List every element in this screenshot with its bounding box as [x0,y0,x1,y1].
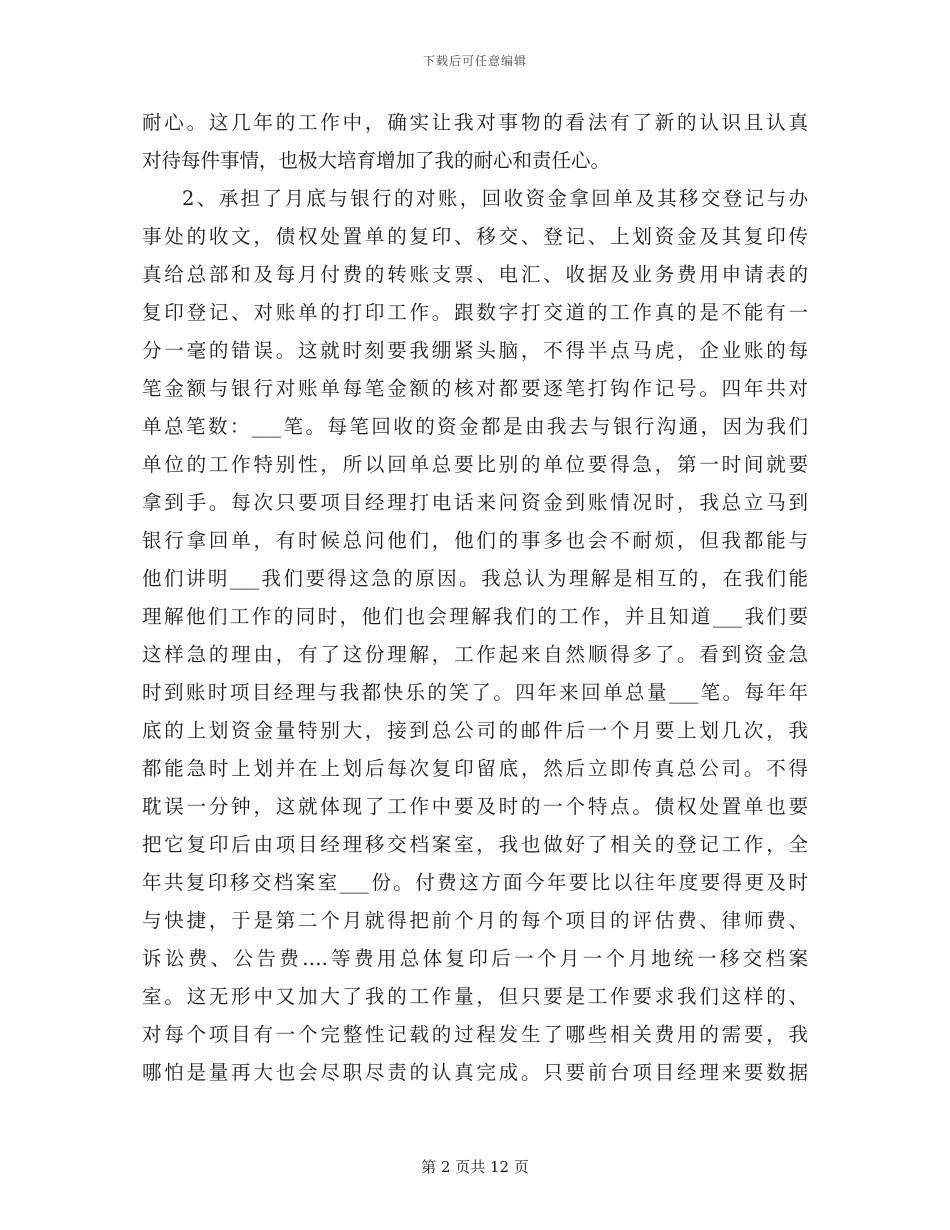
text-line: 2、承担了月底与银行的对账，回收资金拿回单及其移交登记与办 [182,187,808,210]
text-line: 真给总部和及每月付费的转账支票、电汇、收据及业务费用申请表的 [142,263,808,286]
document-body [142,104,808,1092]
text-line: 与快捷，于是第二个月就得把前个月的每个项目的评估费、律师费、 [142,909,808,932]
text-line: 这样急的理由，有了这份理解，工作起来自然顺得多了。看到资金急 [142,643,808,666]
text-line: 对每个项目有一个完整性记载的过程发生了哪些相关费用的需要，我 [142,1023,808,1046]
text-line: 把它复印后由项目经理移交档案室，我也做好了相关的登记工作，全 [142,833,808,856]
text-line: 银行拿回单，有时候总问他们，他们的事多也会不耐烦，但我都能与 [142,529,808,552]
text-line: 事处的收文，债权处置单的复印、移交、登记、上划资金及其复印传 [142,225,808,248]
page-footer: 第 2 页共 12 页 [421,1158,529,1176]
text-line: 分一毫的错误。这就时刻要我绷紧头脑，不得半点马虎，企业账的每 [142,339,808,362]
text-line: 底的上划资金量特别大，接到总公司的邮件后一个月要上划几次，我 [142,719,808,742]
text-line: 他们讲明___我们要得这急的原因。我总认为理解是相互的，在我们能 [142,567,808,590]
text-line: 复印登记、对账单的打印工作。跟数字打交道的工作真的是不能有一 [142,301,808,324]
page-header: 下载后可任意编辑 [422,54,527,68]
text-line: 哪怕是量再大也会尽职尽责的认真完成。只要前台项目经理来要数据 [142,1061,808,1084]
text-line: 单位的工作特别性，所以回单总要比别的单位要得急，第一时间就要 [142,453,808,476]
text-line: 都能急时上划并在上划后每次复印留底，然后立即传真总公司。不得 [142,757,808,780]
text-line: 笔金额与银行对账单每笔金额的核对都要逐笔打钩作记号。四年共对 [142,377,808,400]
text-line: 拿到手。每次只要项目经理打电话来问资金到账情况时，我总立马到 [142,491,808,514]
text-line: 耐心。这几年的工作中，确实让我对事物的看法有了新的认识且认真 [142,111,808,134]
text-line: 时到账时项目经理与我都快乐的笑了。四年来回单总量___笔。每年年 [142,681,808,704]
text-line: 理解他们工作的同时，他们也会理解我们的工作，并且知道___我们要 [142,605,808,628]
text-line: 单总笔数：___笔。每笔回收的资金都是由我去与银行沟通，因为我们 [142,415,808,438]
text-line: 年共复印移交档案室___份。付费这方面今年要比以往年度要得更及时 [142,871,808,894]
text-line: 诉讼费、公告费….等费用总体复印后一个月一个月地统一移交档案 [142,947,808,970]
text-line: 室。这无形中又加大了我的工作量，但只要是工作要求我们这样的、 [142,985,808,1008]
text-line: 对待每件事情，也极大培育增加了我的耐心和责任心。 [142,149,611,172]
text-line: 耽误一分钟，这就体现了工作中要及时的一个特点。债权处置单也要 [142,795,808,818]
